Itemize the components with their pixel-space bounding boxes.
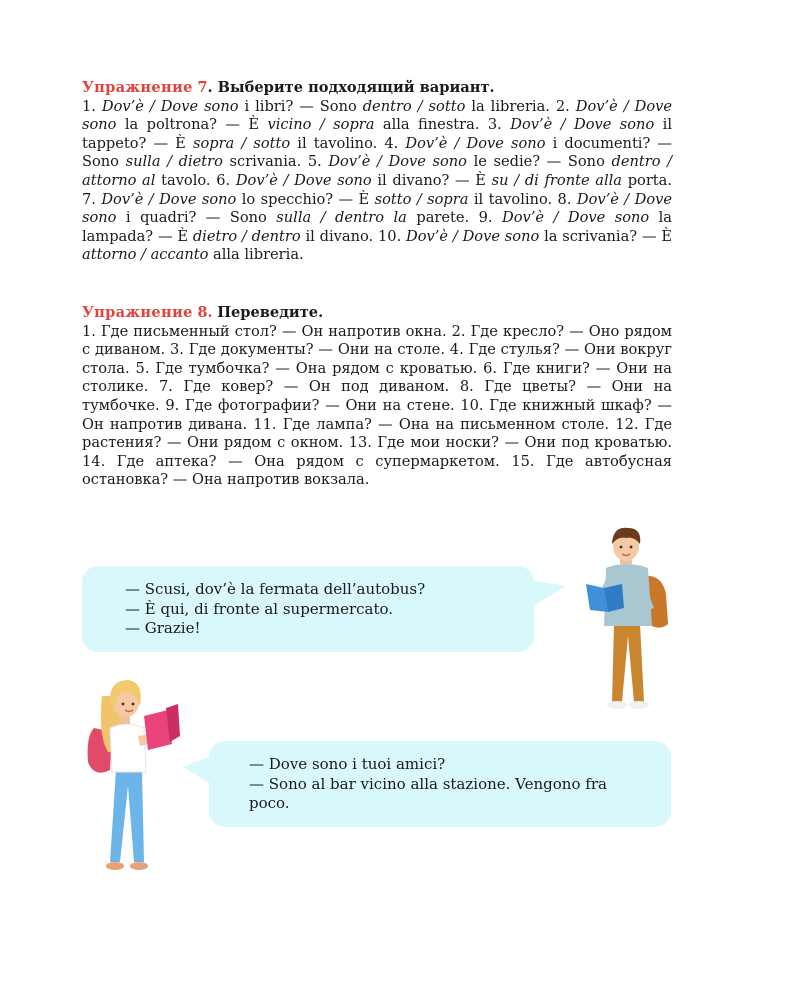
exercise-text: i libri? — Sono [238, 97, 363, 115]
option-choice: dentro / sotto [362, 97, 466, 115]
exercise-7 [82, 79, 672, 265]
exercise-text: 1. [82, 97, 102, 115]
option-choice: Dov’è / Dove sono [502, 209, 650, 227]
option-choice: sotto / sopra [374, 190, 469, 208]
dialogue-1-lines [125, 580, 425, 639]
dialogue-line: — È qui, di fronte al supermercato. [125, 599, 394, 618]
dialogue-line: — Dove sono i tuoi amici? [249, 755, 446, 773]
exercise-7-task: . Выберите подходящий вариант. [207, 79, 495, 96]
exercise-8-body: 1. Где письменный стол? — Он напротив окна. 2. Где кресло? — Оно рядом с диваном. 3. Где документы? — Они на столе. 4. Где стулья? — Они вокруг стола. 5. Где тумбочка? — Она рядом с кроватью. 6. Где книги? — Они на столике. 7. Где ковер? — Он под диваном. 8. Где цветы? — Они на тумбочке. 9. Где фотографии? — Они на стене. 10. Где книжный шкаф? — Он напротив дивана. 11. Где лампа? — Она на письменном столе. 12. Где растения? — Они рядом с окном. 13. Где мои носки? — Они под кроватью. 14. Где аптека? — Она рядом с супермаркетом. 15. Где автобусная остановка? — Она напротив вокзала. [82, 322, 672, 489]
exercise-text: il tavolino. 4. [290, 134, 406, 152]
option-choice: Dov’è / Dove sono [328, 153, 467, 171]
exercise-text: alla libreria. [208, 246, 304, 264]
exercise-text: lo specchio? — È [236, 190, 375, 208]
option-choice: Dov’è / Dove sono [101, 97, 239, 115]
exercise-text: le sedie? — Sono [466, 153, 612, 171]
exercise-text: il divano? — È [371, 171, 492, 189]
option-choice: Dov’è / Dove sono [405, 134, 546, 152]
exercise-text: la scrivania? — È [539, 227, 672, 245]
exercise-text: scrivania. 5. [222, 153, 329, 171]
exercise-8-label: Упражнение [82, 304, 193, 321]
option-choice: Dov’è / Dove sono [235, 171, 372, 189]
option-choice: vicino / sopra [267, 116, 375, 134]
option-choice: Dov’è / Dove sono [406, 227, 540, 245]
exercise-text: la libreria. 2. [465, 97, 576, 115]
exercise-text: i documenti? — Sono [82, 134, 673, 171]
exercise-7-number: 7 [197, 79, 208, 96]
boy-reading-figure [582, 524, 682, 714]
dialogue-line: — Grazie! [125, 619, 201, 637]
exercise-8-task: Переведите. [217, 304, 324, 321]
option-choice: su / di fronte alla [491, 171, 623, 189]
dialogue-line: — Scusi, dov’è la fermata dell’autobus? [125, 580, 426, 598]
exercise-text: il tappeto? — È [82, 116, 672, 152]
exercise-text: il divano. 10. [300, 227, 407, 245]
exercise-text: la poltrona? — È [116, 116, 268, 134]
option-choice: Dov’è / Dove sono [510, 116, 655, 134]
exercise-7-label: Упражнение [82, 79, 193, 96]
exercise-8-title [82, 304, 672, 323]
exercise-8-number: 8. [197, 304, 213, 321]
dialogue-line: — Sono al bar vicino alla stazione. Vengono fra poco. [249, 774, 607, 812]
girl-reading-figure [82, 666, 192, 876]
dialogue-2-lines [249, 755, 649, 814]
exercise-text: alla finestra. 3. [374, 116, 511, 134]
option-choice: dentro / attorno al [82, 153, 673, 189]
exercise-text: il tavolino. 8. [468, 190, 577, 208]
option-choice: sulla / dentro la [276, 209, 407, 227]
exercise-text: la lampada? — È [82, 209, 673, 245]
option-choice: dietro / dentro [192, 227, 301, 245]
exercise-text: porta. 7. [82, 171, 673, 208]
option-choice: attorno / accanto [82, 246, 209, 264]
exercise-8 [82, 304, 672, 490]
exercise-text: parete. 9. [406, 209, 503, 227]
exercise-text: i quadri? — Sono [116, 209, 277, 227]
option-choice: Dov’è / Dove sono [101, 190, 237, 208]
exercise-7-body [82, 98, 672, 265]
option-choice: Dov’è / Dove sono [82, 190, 672, 227]
exercise-7-title [82, 79, 672, 98]
option-choice: sopra / sotto [192, 134, 291, 152]
dialogue-bubble-1 [82, 566, 534, 652]
option-choice: Dov’è / Dove sono [82, 97, 672, 134]
bubble-tail-right [530, 580, 570, 620]
dialogue-bubble-2 [209, 741, 671, 827]
option-choice: sulla / dietro [125, 153, 223, 171]
exercise-text: tavolo. 6. [155, 171, 236, 189]
